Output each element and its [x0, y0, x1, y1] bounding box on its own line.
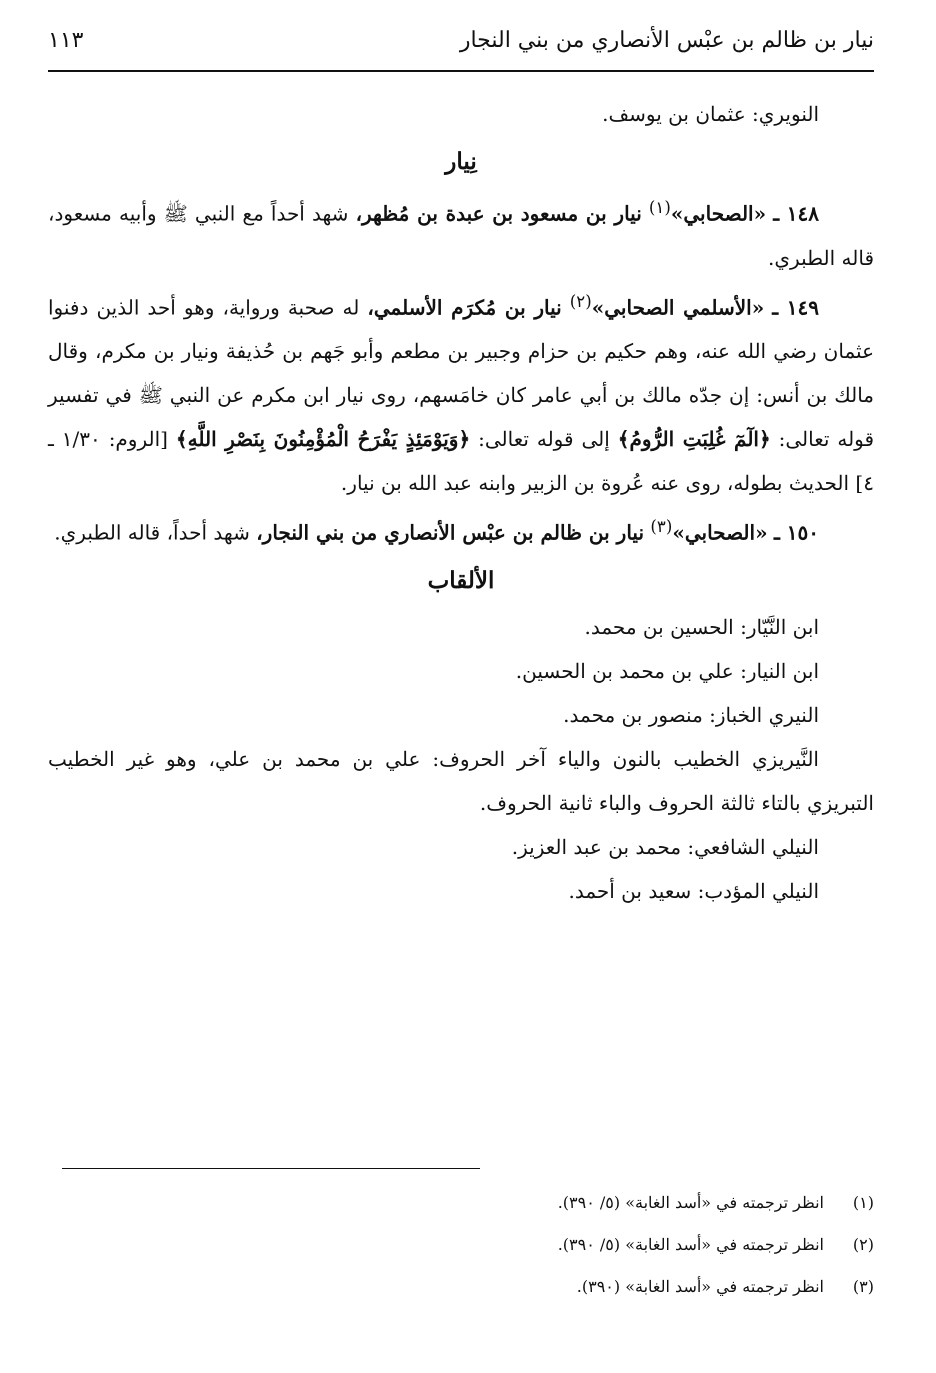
footnote-rule — [62, 1168, 480, 1169]
entry-text: شهد أحداً مع النبي ﷺ وأبيه مسعود، قاله الطبري. — [48, 201, 874, 270]
alqab-line: النيلي الشافعي: محمد بن عبد العزيز. — [511, 834, 819, 859]
quran-verse: ﴿وَيَوْمَئِذٍ يَفْرَحُ الْمُؤْمِنُونَ بِنَصْرِ اللَّهِ﴾ — [175, 427, 471, 452]
entry-number: ١٥٠ ـ — [773, 520, 819, 545]
footnote-text: انظر ترجمته في «أسد الغابة» (٣٩٠). — [576, 1277, 824, 1296]
footnote-ref: (٣) — [650, 517, 673, 537]
footnote-index: (١) — [852, 1193, 874, 1212]
section-heading-alqab: الألقاب — [427, 566, 495, 594]
footnote — [558, 1224, 874, 1266]
alqab-line: ابن النيار: علي بن محمد بن الحسين. — [515, 658, 819, 683]
footnote-index: (٢) — [852, 1235, 874, 1254]
footnote-index: (٣) — [852, 1277, 874, 1296]
page-number: ١١٣ — [48, 28, 84, 53]
entry-148 — [48, 186, 874, 280]
alqab-line: النَّيريزي الخطيب بالنون والياء آخر الحروف: علي بن محمد بن علي، وهو غير الخطيب التبريزي بالتاء ثالثة الحروف والباء ثانية الحروف. — [48, 746, 874, 815]
entry-number: ١٤٨ ـ — [773, 201, 820, 226]
quran-verse: ﴿الٓمٓ غُلِبَتِ الرُّومُ﴾ — [617, 427, 771, 452]
alqab-line: النيري الخباز: منصور بن محمد. — [563, 702, 819, 727]
entry-text: إلى قوله تعالى: — [478, 427, 610, 452]
entry-text: له صحبة ورواية، وهو أحد الذين دفنوا عثمان رضي الله عنه، وهم حكيم بن حزام وجبير بن مطعم وأبو جَهم بن حُذيفة ونيار بن مكرم، وقال مالك بن أنس: إن جدّه مالك بن أبي عامر كان خامَسهم، روى نيار ابن مكرم عن النبي ﷺ في تفسير قوله تعالى: — [48, 295, 875, 452]
footnote-text: انظر ترجمته في «أسد الغابة» (٥/ ٣٩٠). — [557, 1193, 824, 1212]
entry-title: «الصحابي» — [670, 201, 767, 226]
entry-title: «الأسلمي الصحابي» — [591, 295, 765, 320]
running-header-title: نيار بن ظالم بن عبْس الأنصاري من بني النجار — [459, 28, 874, 53]
footnote-ref: (١) — [648, 198, 671, 217]
footnote — [558, 1182, 874, 1224]
footnote — [558, 1266, 874, 1308]
section-heading-nayyar: نِيار — [445, 148, 477, 175]
entry-title: «الصحابي» — [672, 520, 768, 545]
entry-name: نيار بن مسعود بن عبدة بن مُظهر، — [355, 201, 642, 226]
entry-149 — [48, 280, 874, 506]
line-nuwayri: النويري: عثمان بن يوسف. — [602, 102, 819, 126]
entry-text: شهد أحداً، قاله الطبري. — [54, 520, 250, 545]
main-text — [48, 92, 874, 913]
entry-text: [الروم: ١/٣٠ ـ ٤] الحديث بطوله، روى عنه عُروة بن الزبير وابنه عبد الله بن نيار. — [48, 427, 874, 496]
entry-name: نيار بن ظالم بن عبْس الأنصاري من بني النجار، — [256, 520, 645, 545]
entry-name: نيار بن مُكرَم الأسلمي، — [367, 295, 562, 320]
header-rule — [48, 70, 874, 72]
alqab-line: ابن النَّيّار: الحسين بن محمد. — [584, 614, 819, 639]
footnotes — [558, 1182, 874, 1308]
footnote-ref: (٢) — [569, 291, 592, 311]
footnote-text: انظر ترجمته في «أسد الغابة» (٥/ ٣٩٠). — [557, 1235, 824, 1254]
alqab-line: النيلي المؤدب: سعيد بن أحمد. — [568, 878, 819, 903]
entry-150 — [48, 505, 874, 555]
entry-number: ١٤٩ ـ — [772, 295, 820, 320]
